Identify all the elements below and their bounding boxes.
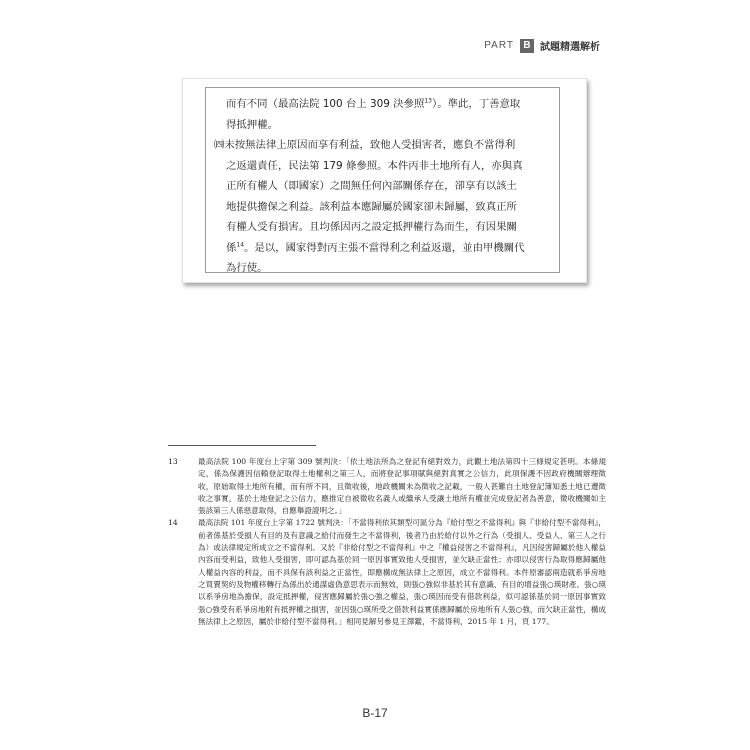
part-letter-badge: B xyxy=(520,39,534,53)
part-label: PART xyxy=(484,40,514,51)
answer-line: 正所有權人（即國家）之間無任何內部關係存在，卻享有以該土 xyxy=(226,180,517,192)
answer-line: ㈣未按無法律上原因而享有利益，致他人受損害者，應負不當得利 xyxy=(214,139,516,151)
footnote-number: 14 xyxy=(168,518,178,528)
footnote-ref-13: 13 xyxy=(424,97,432,105)
footnote-text: 最高法院 100 年度台上字第 309 號判決：「依土地法所為之登記有絕對效力，此觀土地法第四十三條規定甚明。本條規定，係為保護因信賴登記取得土地權利之第三人，而將登記事項賦與絕對真實之公信力，此項保護不因政府機關辦理徵收，原始取得土地所有權，而有所不同，且徵收後，地政機關未為徵收之記載，一般人甚難自土地登記簿知悉土地已遭徵收之事實，基於土地登記之公信力，應推定自被徵收名義人或繼承人受讓土地所有權並完成登記者為善意，徵收機關如主張該第三人係惡意取得，自應舉證證明之。」 xyxy=(198,457,606,516)
answer-line: 而有不同（最高法院 100 台上 309 決參照$^{13}$）。準此，丁善意取 xyxy=(226,97,521,110)
footnote-text: 最高法院 101 年度台上字第 1722 號判決：「不當得利依其類型可區分為『給付型之不當得利』與『非給付型不當得利』，前者係基於受損人有目的及有意識之給付而發生之不當得利，後者乃由於給付以外之行為（受損人、受益人、第三人之行為）或法律規定所成立之不當得利。又於『非給付型之不當得利』中之『權益侵害之不當得利』，凡因侵害歸屬於他人權益內容而受利益，致他人受損害，即可認為基於同一原因事實致他人受損害，並欠缺正當性；亦即以侵害行為取得應歸屬他人權益內容的利益，而不具保有該利益之正當性，即應構成無法律上之原因，成立不當得利。本件原審認兩造就系爭房地之買賣契約及物權移轉行為係出於通謀虛偽意思表示而無效，則張○強似非基於其有意識、有目的增益張○瑛財產。張○瑛以系爭房地為擔保，設定抵押權，侵害應歸屬於張○強之權益，張○瑛因而受有借款利益，似可認係基於同一原因事實致張○強受有系爭房地附有抵押權之損害，並因張○瑛所受之借款利益實係應歸屬於房地所有人張○強，而欠缺正當性，構成無法律上之原因，屬於非給付型不當得利。」相同見解另參見王澤鑑，不當得利，2015 年 1 月，頁 177。 xyxy=(198,518,606,626)
answer-card xyxy=(182,78,587,283)
footnotes xyxy=(168,456,606,628)
page-header xyxy=(484,38,600,53)
footnote-number: 13 xyxy=(168,457,178,466)
footnote-divider xyxy=(168,445,316,446)
answer-line: 地提供擔保之利益。該利益本應歸屬於國家卻未歸屬，致真正所 xyxy=(226,200,517,213)
answer-line: 之返還責任，民法第 179 條參照。本件丙非土地所有人，亦與真 xyxy=(226,159,523,172)
answer-line: 係$^{14}$。是以，國家得對丙主張不當得利之利益返還，並由甲機關代 xyxy=(226,241,525,254)
footnote-13 xyxy=(168,456,606,517)
page-number: B-17 xyxy=(362,706,388,720)
section-title: 試題精選解析 xyxy=(540,42,600,53)
answer-line: 為行使。 xyxy=(226,262,268,274)
answer-line: 得抵押權。 xyxy=(226,118,278,131)
answer-line: 有權人受有損害。且均係因丙之設定抵押權行為而生，有因果關 xyxy=(226,221,517,233)
answer-box xyxy=(205,87,560,273)
footnote-ref-14: 14 xyxy=(236,241,245,249)
footnote-14 xyxy=(168,517,606,628)
